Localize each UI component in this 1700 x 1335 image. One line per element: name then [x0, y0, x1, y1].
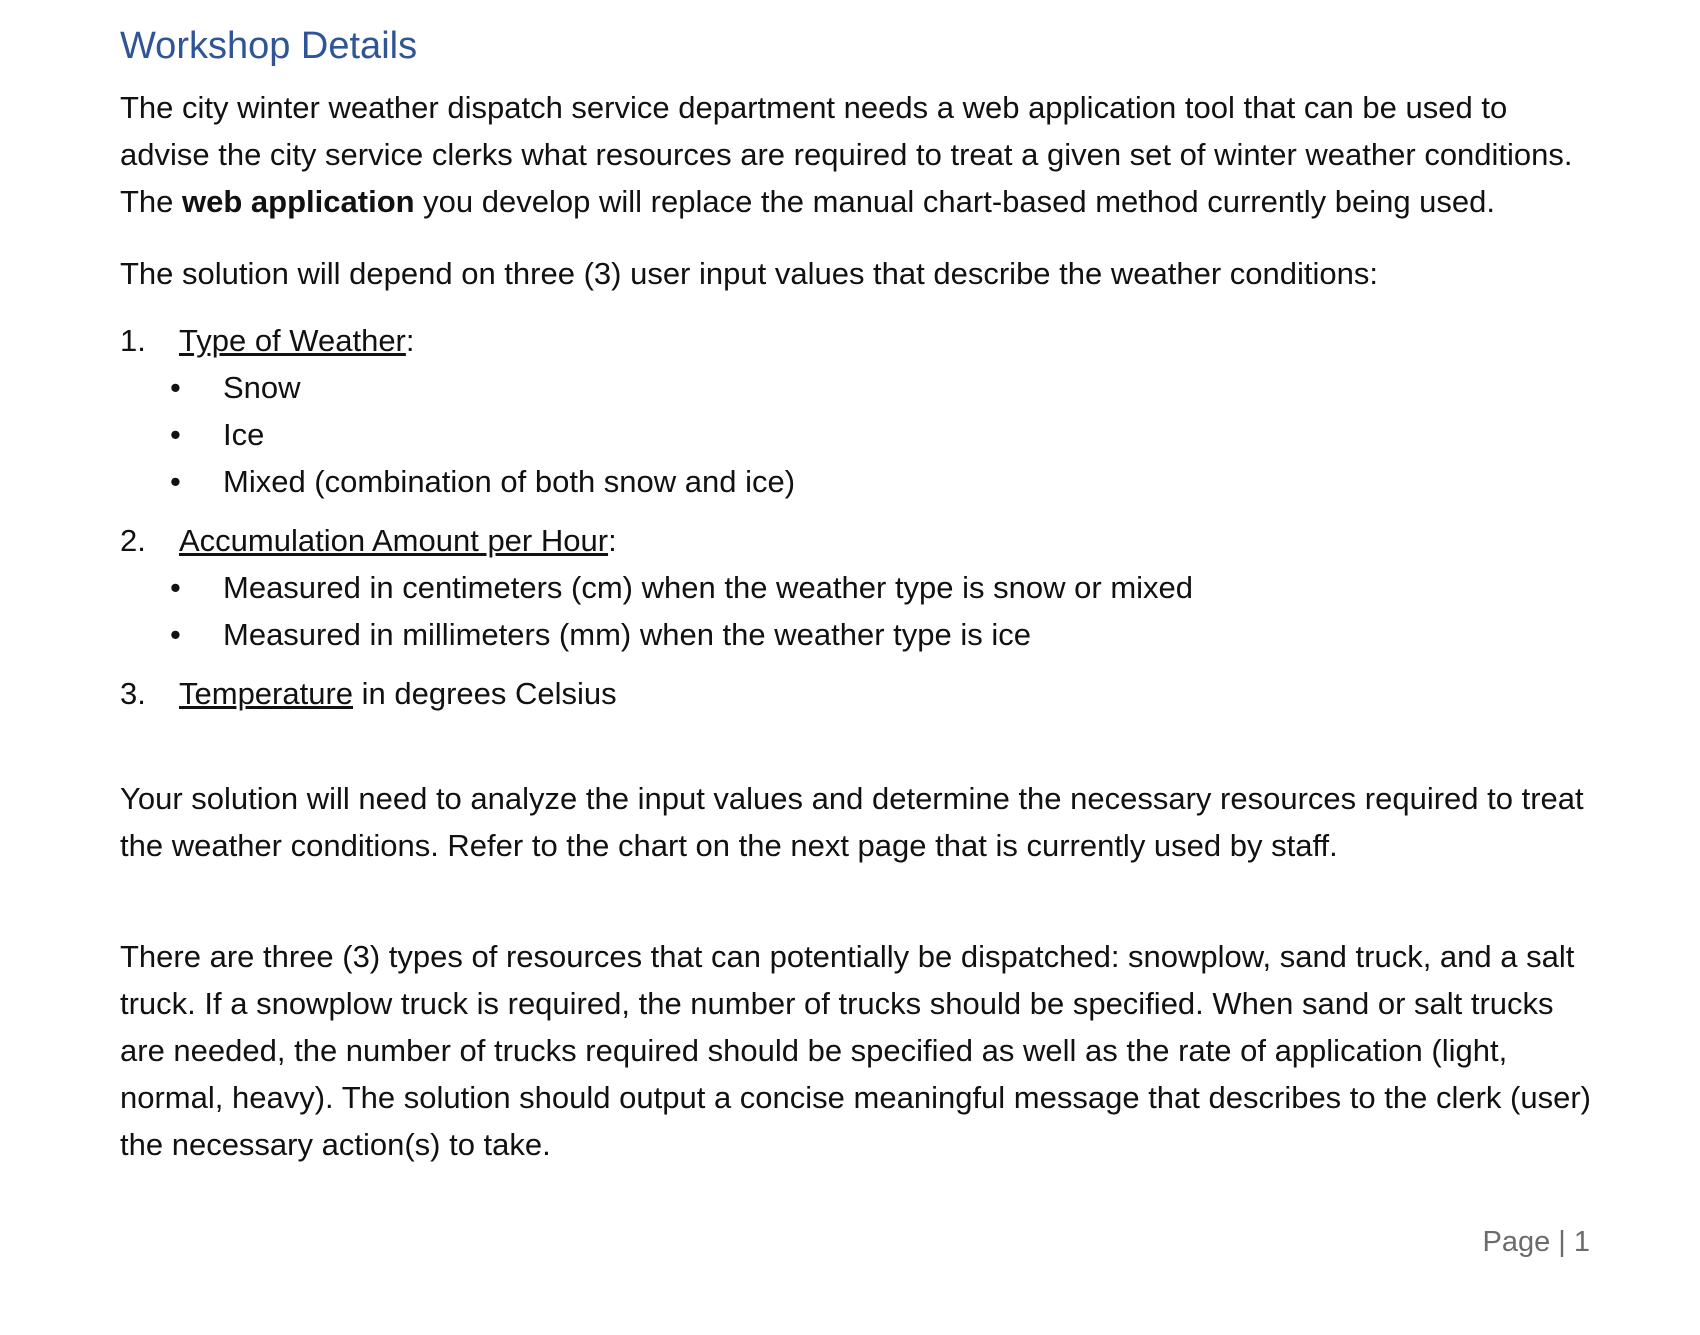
list-item-title: Type of Weather [179, 323, 406, 358]
list-item-header [120, 517, 1600, 564]
list-item-header [120, 670, 1600, 717]
sub-list [120, 364, 1600, 505]
list-item [120, 517, 1600, 658]
list-number: 1. [120, 323, 146, 358]
sub-list-item [120, 564, 1600, 611]
resources-paragraph: There are three (3) types of resources that can potentially be dispatched: snowplow, sand truck, and a salt truck. If a snowplow truck is required, the number of trucks should be specified. When sand or salt trucks are needed, the number of trucks required should be specified as well as the rate of application (light, normal, heavy). The solution should output a concise meaningful message that describes to the clerk (user) the necessary action(s) to take. [120, 939, 1591, 1162]
intro-text-end: you develop will replace the manual chart-based method currently being used. [414, 184, 1496, 219]
sub-list-text: Measured in millimeters (mm) when the weather type is ice [223, 617, 1031, 652]
list-item-suffix: in degrees Celsius [353, 676, 617, 711]
list-item-title: Temperature [179, 676, 354, 711]
sub-list-text: Mixed (combination of both snow and ice) [223, 464, 796, 499]
sub-list-item [120, 411, 1600, 458]
sub-list-text: Snow [223, 370, 301, 405]
sub-list [120, 564, 1600, 658]
list-number: 2. [120, 523, 146, 558]
list-item-header [120, 317, 1600, 364]
analysis-paragraph: Your solution will need to analyze the input values and determine the necessary resources required to treat the weather conditions. Refer to the chart on the next page that is currently used by staff. [120, 781, 1584, 863]
page-number-footer: Page | 1 [1482, 1226, 1590, 1258]
bullet-icon: • [170, 417, 181, 452]
intro-bold-text: web application [182, 184, 415, 219]
bullet-icon: • [170, 464, 181, 499]
sub-list-item [120, 458, 1600, 505]
list-item-suffix: : [405, 323, 415, 358]
sub-list-item [120, 611, 1600, 658]
sub-list-text: Measured in centimeters (cm) when the weather type is snow or mixed [223, 570, 1194, 605]
page-title: Workshop Details [120, 25, 418, 67]
list-item-suffix: : [608, 523, 617, 558]
list-number: 3. [120, 676, 146, 711]
intro-paragraph [120, 84, 1600, 225]
document-page [120, 18, 1600, 1168]
bullet-icon: • [170, 570, 181, 605]
bullet-icon: • [170, 617, 181, 652]
list-item-title: Accumulation Amount per Hour [179, 523, 609, 558]
input-list [120, 317, 1600, 717]
list-item [120, 317, 1600, 505]
sub-list-text: Ice [223, 417, 265, 452]
list-item [120, 670, 1600, 717]
inputs-intro-paragraph: The solution will depend on three (3) user input values that describe the weather conditions: [120, 256, 1378, 291]
bullet-icon: • [170, 370, 181, 405]
sub-list-item [120, 364, 1600, 411]
intro-text-start: The city winter weather dispatch service department needs a web application tool that can be used to advise the city service clerks what resources are required to treat a given set of winter weather conditions. The [120, 90, 1573, 219]
